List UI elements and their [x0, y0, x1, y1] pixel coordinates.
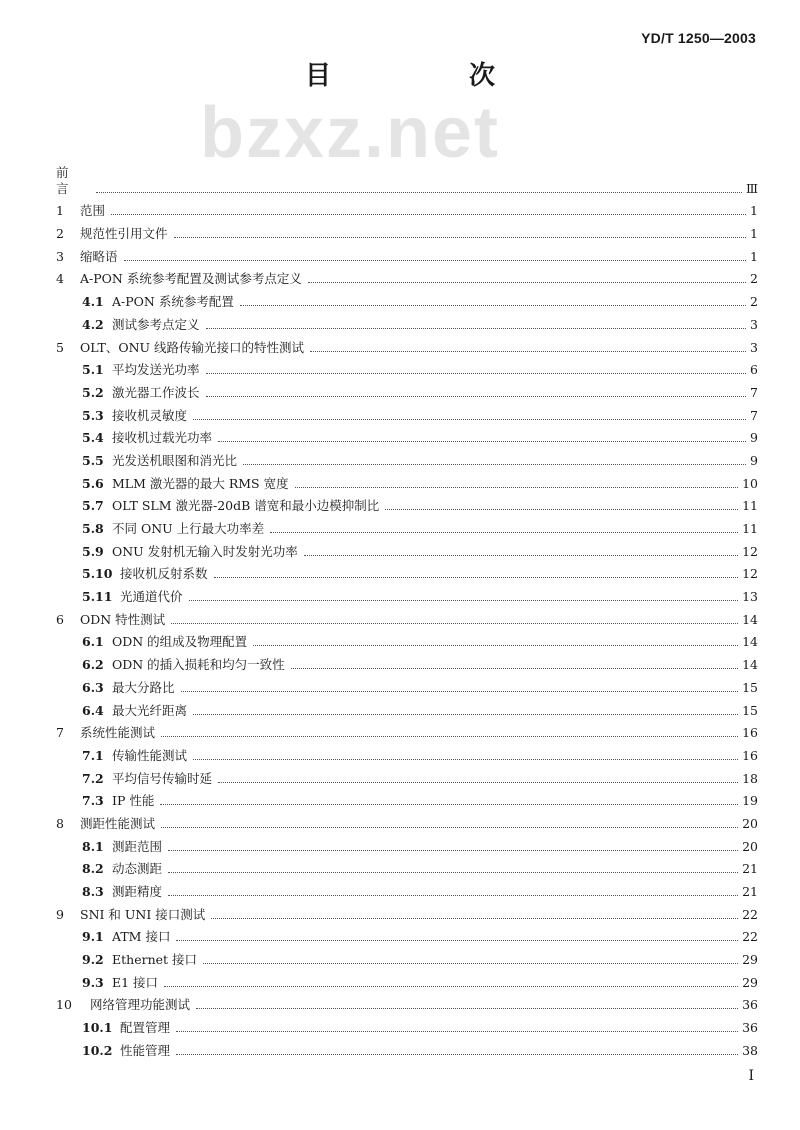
dot-leader	[181, 690, 739, 692]
toc-entry-page: 9	[750, 430, 758, 446]
toc-entry-number: 8.1	[82, 838, 104, 854]
dot-leader	[168, 849, 738, 851]
toc-entry-page: 2	[750, 271, 758, 287]
toc-entry[interactable]	[56, 219, 758, 242]
dot-leader	[171, 622, 738, 624]
dot-leader	[218, 781, 738, 783]
toc-entry-number: 2	[56, 226, 64, 242]
dot-leader	[206, 372, 746, 374]
toc-entry-page: 36	[742, 1020, 758, 1036]
toc-entry-title: 平均信号传输时延	[112, 770, 213, 786]
toc-entry-number: 1	[56, 203, 64, 219]
dot-leader	[168, 871, 738, 873]
toc-entry-page: 20	[742, 815, 758, 831]
toc-entry-number: 9.3	[82, 974, 104, 990]
toc-entry-page: 38	[742, 1042, 758, 1058]
toc-entry[interactable]	[56, 945, 758, 968]
toc-entry-page: 11	[742, 498, 758, 514]
toc-entry-number: 6.4	[82, 702, 104, 718]
toc-entry-title: 接收机灵敏度	[112, 407, 188, 423]
toc-entry-number: 5.9	[82, 543, 104, 559]
toc-entry[interactable]	[56, 356, 758, 379]
toc-entry-number: 5.6	[82, 475, 104, 491]
toc-entry-page: 3	[750, 316, 758, 332]
toc-entry[interactable]	[56, 900, 758, 923]
document-code: YD/T 1250—2003	[641, 30, 756, 46]
dot-leader	[206, 395, 746, 397]
toc-entry[interactable]	[56, 265, 758, 288]
toc-entry-page: 14	[742, 611, 758, 627]
toc-entry-page: 19	[742, 793, 758, 809]
toc-entry[interactable]	[56, 809, 758, 832]
toc-entry-number: 前 言	[56, 164, 82, 196]
toc-entry-title: 动态测距	[112, 861, 163, 877]
toc-entry[interactable]	[56, 469, 758, 492]
toc-entry[interactable]	[56, 582, 758, 605]
dot-leader	[176, 939, 738, 941]
toc-entry-number: 4.2	[82, 316, 104, 332]
toc-entry-title: 配置管理	[120, 1020, 171, 1036]
toc-entry-title: ODN 的组成及物理配置	[112, 634, 248, 650]
dot-leader	[193, 758, 738, 760]
toc-entry-title: 规范性引用文件	[80, 226, 168, 242]
toc-entry-title: 测距精度	[112, 884, 163, 899]
toc-entry-page: 21	[742, 861, 758, 877]
toc-entry-title: A-PON 系统参考配置及测试参考点定义	[80, 271, 302, 287]
dot-leader	[206, 327, 746, 329]
toc-entry[interactable]	[56, 446, 758, 469]
dot-leader	[203, 962, 738, 964]
toc-entry[interactable]	[56, 197, 758, 220]
toc-entry-title: 系统性能测试	[80, 725, 156, 741]
toc-entry-title: 范围	[80, 203, 106, 219]
toc-entry-title: 不同 ONU 上行最大功率差	[112, 521, 265, 536]
toc-entry[interactable]	[56, 560, 758, 583]
dot-leader	[124, 259, 746, 261]
toc-entry-number: 10.2	[82, 1042, 113, 1058]
toc-entry-page: 20	[742, 838, 758, 854]
dot-leader	[111, 213, 746, 215]
toc-entry[interactable]	[56, 333, 758, 356]
toc-entry-title: 光通道代价	[120, 589, 183, 605]
toc-entry[interactable]	[56, 741, 758, 764]
toc-entry-title: 接收机反射系数	[120, 566, 208, 582]
toc-entry-page: 1	[750, 248, 758, 264]
dot-leader	[211, 917, 738, 919]
toc-entry-number: 10	[56, 997, 72, 1013]
toc-entry-number: 6.1	[82, 634, 104, 650]
toc-entry-number: 7.1	[82, 747, 104, 763]
dot-leader	[96, 191, 742, 193]
toc-entry-page: 14	[742, 634, 758, 650]
dot-leader	[174, 236, 746, 238]
dot-leader	[243, 463, 746, 465]
toc-entry-number: 7.3	[82, 793, 104, 809]
toc-entry-number: 8	[56, 815, 64, 831]
toc-entry[interactable]	[56, 877, 758, 900]
toc-entry-title: 缩略语	[80, 248, 118, 264]
dot-leader	[304, 554, 738, 556]
dot-leader	[240, 304, 746, 306]
toc-entry-title: ATM 接口	[112, 929, 171, 945]
toc-entry[interactable]	[56, 719, 758, 742]
toc-entry-number: 7	[56, 725, 64, 741]
toc-entry-number: 5.4	[82, 430, 104, 446]
toc-entry-page: 22	[742, 929, 758, 945]
toc-entry[interactable]	[56, 514, 758, 537]
dot-leader	[196, 1007, 738, 1009]
dot-leader	[310, 350, 746, 352]
toc-entry[interactable]	[56, 832, 758, 855]
toc-entry[interactable]	[56, 991, 758, 1014]
toc-entry-page: 12	[742, 543, 758, 559]
toc-entry-title: 测试参考点定义	[112, 316, 200, 332]
toc-entry-title: 光发送机眼图和消光比	[112, 452, 238, 468]
toc-entry-page: 21	[742, 884, 758, 899]
toc-entry[interactable]	[56, 492, 758, 515]
dot-leader	[385, 508, 738, 510]
dot-leader	[214, 576, 739, 578]
dot-leader	[193, 418, 746, 420]
toc-entry-page: 16	[742, 725, 758, 741]
toc-entry-page: Ⅲ	[745, 180, 758, 196]
toc-entry-title: 测距范围	[112, 838, 163, 854]
toc-entry-title: Ethernet 接口	[112, 952, 198, 968]
toc-entry-title: IP 性能	[112, 793, 155, 809]
toc-entry-page: 29	[742, 974, 758, 990]
toc-entry-number: 5	[56, 339, 64, 355]
dot-leader	[161, 826, 738, 828]
toc-entry-title: 激光器工作波长	[112, 384, 200, 400]
toc-entry-number: 7.2	[82, 770, 104, 786]
dot-leader	[176, 1030, 738, 1032]
toc-entry-title: OLT SLM 激光器-20dB 谱宽和最小边模抑制比	[112, 498, 380, 514]
toc-entry-title: 最大光纤距离	[112, 702, 188, 718]
watermark: bzxz.net	[200, 93, 501, 173]
page-number: I	[748, 1068, 754, 1084]
toc-entry[interactable]	[56, 537, 758, 560]
toc-entry-page: 16	[742, 747, 758, 763]
page-title: 目 次	[304, 61, 551, 91]
table-of-contents	[56, 164, 758, 1059]
toc-entry[interactable]	[56, 650, 758, 673]
dot-leader	[218, 440, 746, 442]
toc-entry-title: E1 接口	[112, 974, 159, 990]
toc-entry[interactable]	[56, 628, 758, 651]
toc-entry-number: 5.8	[82, 521, 104, 536]
toc-entry-number: 10.1	[82, 1020, 113, 1036]
toc-entry-page: 9	[750, 452, 758, 468]
toc-entry[interactable]	[56, 287, 758, 310]
toc-entry-number: 5.1	[82, 362, 104, 378]
toc-entry[interactable]	[56, 923, 758, 946]
toc-entry[interactable]	[56, 673, 758, 696]
toc-entry-title: 传输性能测试	[112, 747, 188, 763]
toc-entry-page: 2	[750, 294, 758, 310]
toc-entry-page: 7	[750, 384, 758, 400]
toc-entry-title: OLT、ONU 线路传输光接口的特性测试	[80, 339, 305, 355]
dot-leader	[291, 667, 738, 669]
toc-entry-title: ONU 发射机无输入时发射光功率	[112, 543, 298, 559]
toc-entry-page: 15	[742, 679, 758, 695]
toc-entry-number: 6.2	[82, 657, 104, 673]
toc-entry-number: 9.1	[82, 929, 104, 945]
dot-leader	[176, 1053, 738, 1055]
toc-entry[interactable]	[56, 787, 758, 810]
toc-entry[interactable]	[56, 424, 758, 447]
toc-entry-page: 22	[742, 906, 758, 922]
toc-entry[interactable]	[56, 310, 758, 333]
toc-entry-number: 8.2	[82, 861, 104, 877]
dot-leader	[160, 803, 738, 805]
toc-entry-number: 5.10	[82, 566, 113, 582]
toc-entry-number: 8.3	[82, 884, 104, 899]
toc-entry-number: 9	[56, 906, 64, 922]
toc-entry-page: 1	[750, 226, 758, 242]
dot-leader	[161, 735, 738, 737]
toc-entry-title: 平均发送光功率	[112, 362, 200, 378]
toc-entry-page: 12	[742, 566, 758, 582]
toc-entry-title: 最大分路比	[112, 679, 175, 695]
toc-entry-number: 9.2	[82, 952, 104, 968]
toc-entry-number: 5.5	[82, 452, 104, 468]
toc-entry-page: 1	[750, 203, 758, 219]
toc-entry-title: 接收机过载光功率	[112, 430, 213, 446]
toc-entry-page: 11	[742, 521, 758, 536]
toc-entry-page: 36	[742, 997, 758, 1013]
toc-entry-title: 网络管理功能测试	[90, 997, 191, 1013]
toc-entry[interactable]	[56, 968, 758, 991]
toc-entry-page: 29	[742, 952, 758, 968]
dot-leader	[189, 599, 739, 601]
toc-entry-number: 5.11	[82, 589, 113, 605]
toc-entry[interactable]	[56, 378, 758, 401]
toc-entry-number: 6	[56, 611, 64, 627]
toc-entry-number: 5.3	[82, 407, 104, 423]
toc-entry-title: 测距性能测试	[80, 815, 156, 831]
dot-leader	[168, 894, 738, 896]
toc-entry-page: 3	[750, 339, 758, 355]
toc-entry-page: 10	[742, 475, 758, 491]
toc-entry-number: 3	[56, 248, 64, 264]
toc-entry-number: 6.3	[82, 679, 104, 695]
toc-entry[interactable]	[56, 1036, 758, 1059]
toc-entry-page: 18	[742, 770, 758, 786]
toc-entry-page: 13	[742, 589, 758, 605]
toc-entry-page: 14	[742, 657, 758, 673]
toc-entry[interactable]	[56, 764, 758, 787]
toc-entry[interactable]	[56, 401, 758, 424]
dot-leader	[164, 985, 738, 987]
toc-entry[interactable]	[56, 696, 758, 719]
dot-leader	[193, 713, 738, 715]
toc-entry-page: 15	[742, 702, 758, 718]
toc-entry-number: 5.2	[82, 384, 104, 400]
toc-entry-title: 性能管理	[120, 1042, 171, 1058]
dot-leader	[295, 486, 739, 488]
toc-entry-title: SNI 和 UNI 接口测试	[80, 906, 206, 922]
dot-leader	[270, 531, 738, 533]
toc-entry[interactable]	[56, 605, 758, 628]
toc-entry[interactable]	[56, 855, 758, 878]
toc-entry-title: ODN 的插入损耗和均匀一致性	[112, 657, 285, 673]
toc-entry-number: 5.7	[82, 498, 104, 514]
dot-leader	[253, 644, 738, 646]
toc-entry-number: 4.1	[82, 294, 104, 310]
toc-entry-title: ODN 特性测试	[80, 611, 166, 627]
toc-entry-title: MLM 激光器的最大 RMS 宽度	[112, 475, 289, 491]
toc-entry-number: 4	[56, 271, 64, 287]
toc-entry[interactable]	[56, 164, 758, 197]
toc-entry-title: A-PON 系统参考配置	[112, 294, 234, 310]
toc-entry-page: 6	[750, 362, 758, 378]
toc-entry[interactable]	[56, 242, 758, 265]
dot-leader	[308, 281, 746, 283]
toc-entry-page: 7	[750, 407, 758, 423]
toc-entry[interactable]	[56, 1013, 758, 1036]
